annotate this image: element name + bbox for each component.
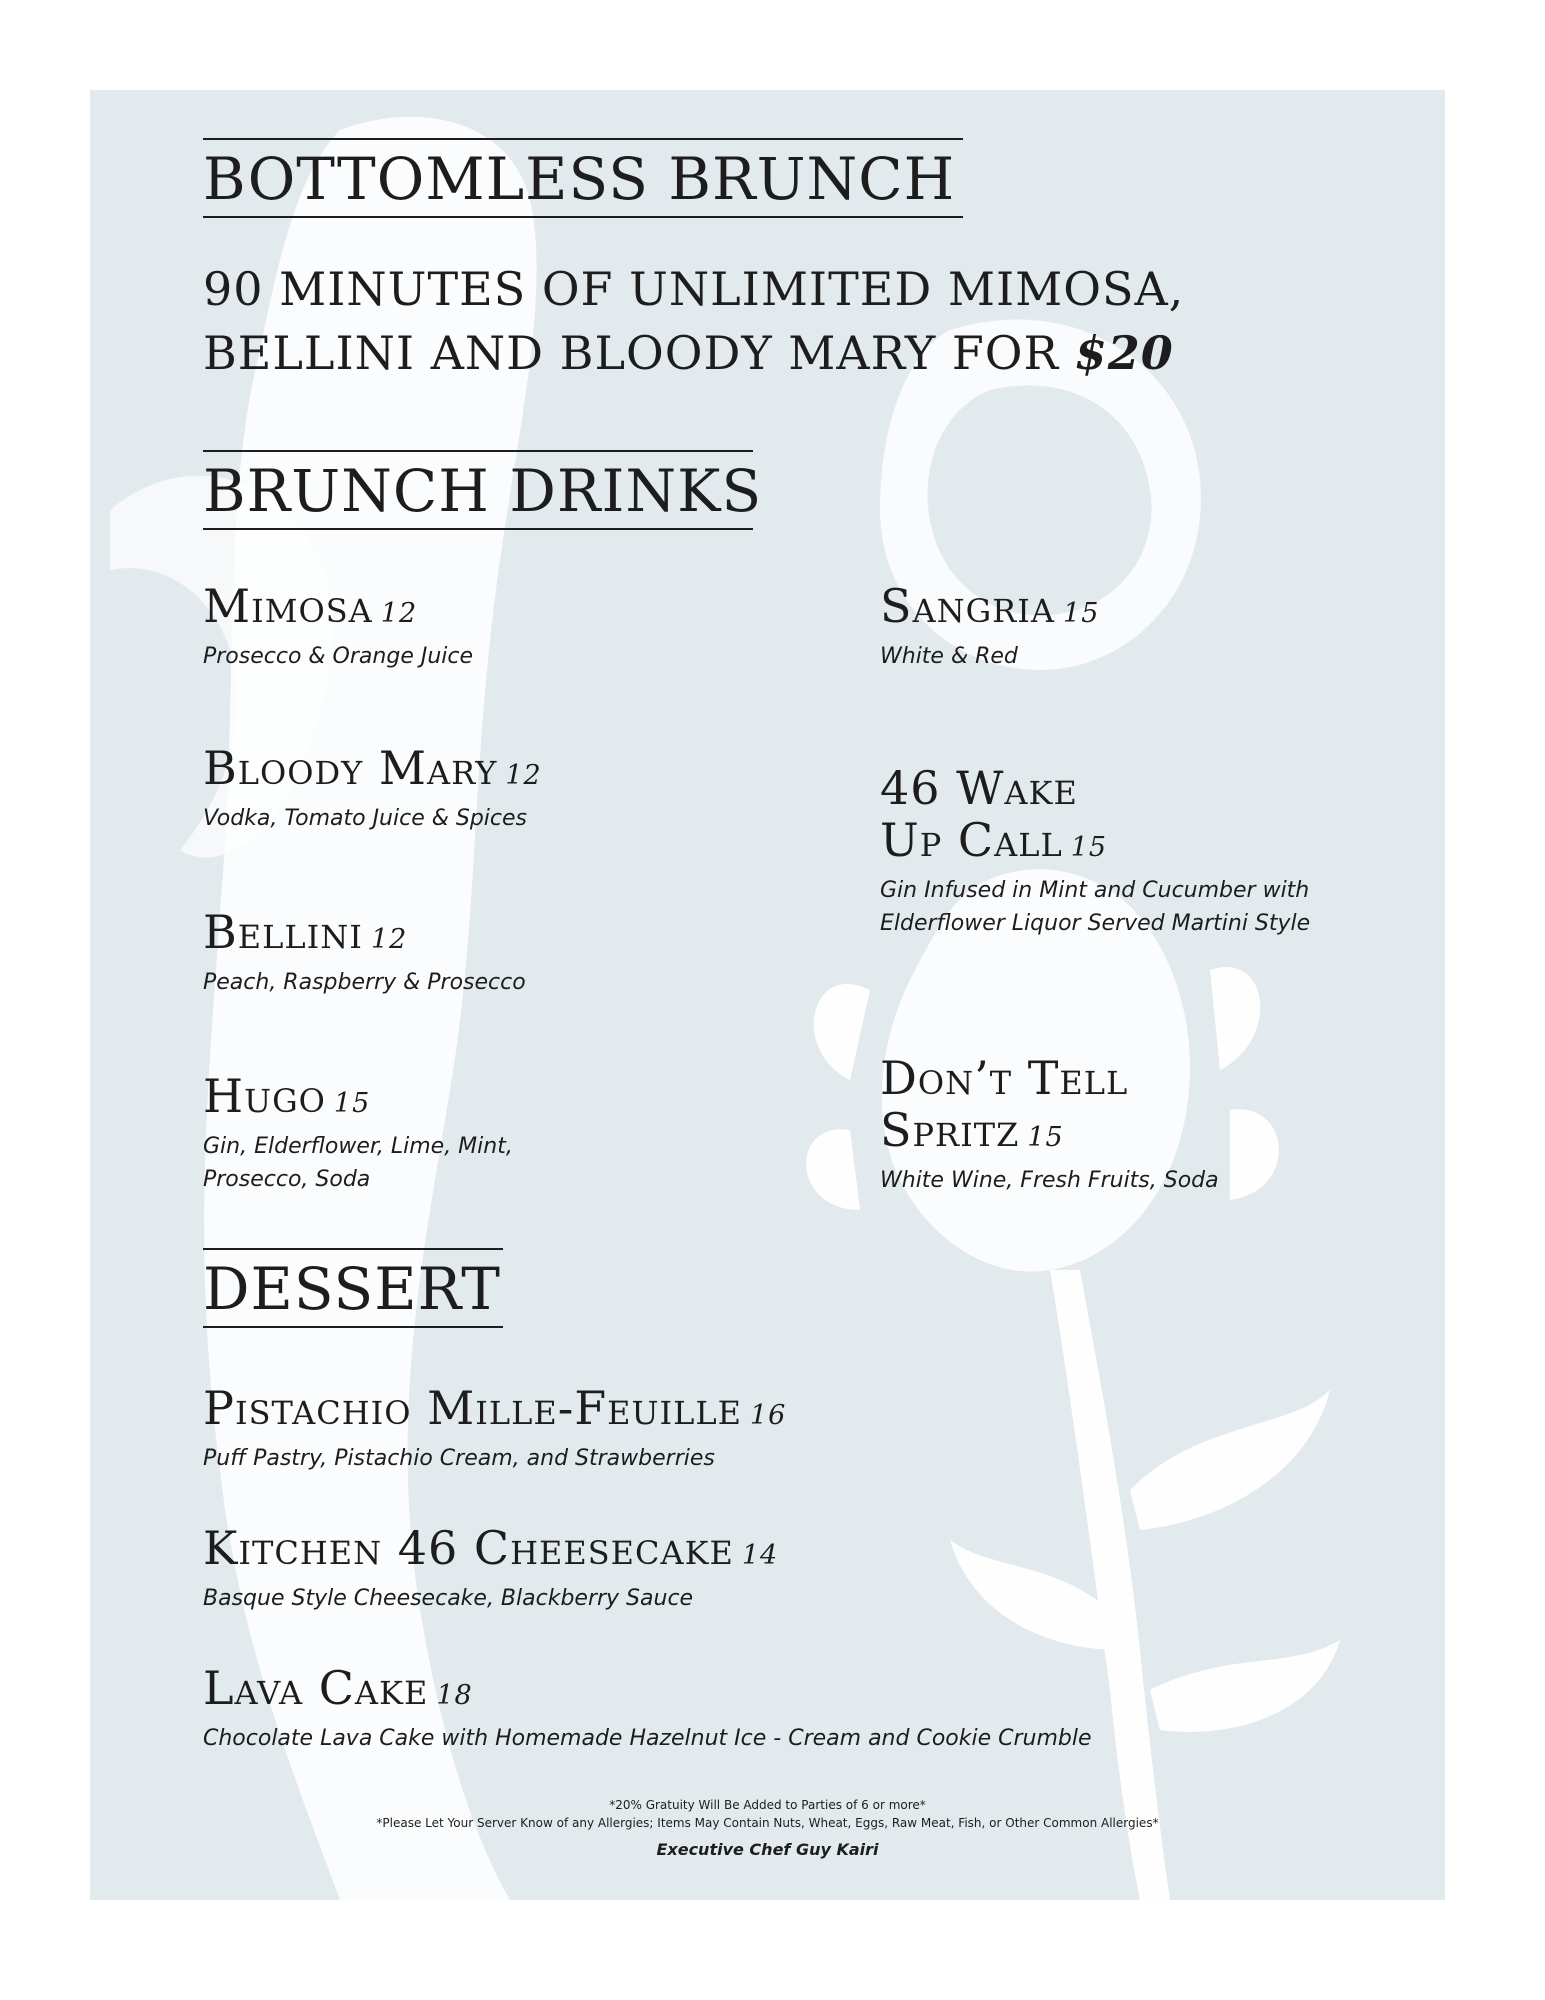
drink-item (203, 906, 526, 999)
dessert-name-text: Lava Cake (203, 1661, 429, 1715)
drink-price: 12 (370, 924, 408, 955)
drink-name (203, 1070, 513, 1130)
drink-name-line-2 (880, 1104, 1219, 1164)
drink-name-text: Mimosa (203, 579, 373, 633)
drink-price: 15 (1027, 1122, 1064, 1153)
drink-item (880, 762, 1310, 940)
footer (90, 1796, 1445, 1859)
drink-name-line-1: 46 Wake (880, 761, 1078, 815)
dessert-item (203, 1662, 1092, 1755)
drink-description-line-1: Gin Infused in Mint and Cucumber with (880, 878, 1310, 903)
drink-description-line-2: Elderflower Liquor Served Martini Style (880, 911, 1311, 936)
dessert-price: 14 (741, 1540, 779, 1571)
brunch-section-title: BOTTOMLESS BRUNCH (203, 138, 963, 218)
promo-line-1: 90 MINUTES OF UNLIMITED MIMOSA, (203, 262, 1185, 316)
drink-description: Peach, Raspberry & Prosecco (203, 970, 526, 995)
dessert-name (203, 1662, 1092, 1722)
dessert-section-title: DESSERT (203, 1248, 503, 1328)
drink-price: 15 (1070, 832, 1108, 863)
drink-name-text: Bellini (203, 905, 363, 959)
promo-line-2-text: BELLINI AND BLOODY MARY FOR (203, 326, 1075, 380)
promo-line-2 (203, 322, 1174, 384)
dessert-description: Basque Style Cheesecake, Blackberry Sauce (203, 1586, 694, 1611)
drink-name-text: Hugo (203, 1069, 326, 1123)
allergy-note: *Please Let Your Server Know of any Allergies; Items May Contain Nuts, Wheat, Eggs, Raw Meat, Fish, or Other Common Allergies* (376, 1816, 1159, 1830)
gratuity-note: *20% Gratuity Will Be Added to Parties of 6 or more* (609, 1798, 926, 1812)
drink-name-text: Sangria (880, 579, 1056, 633)
drink-name (203, 742, 542, 802)
drink-description-line-1: Gin, Elderflower, Lime, Mint, (203, 1134, 513, 1159)
dessert-name-text: Pistachio Mille-Feuille (203, 1381, 742, 1435)
drink-name (203, 906, 526, 966)
drink-name-line-2 (880, 814, 1310, 874)
drink-item (203, 742, 542, 835)
dessert-item (203, 1522, 778, 1615)
drink-item (203, 580, 473, 673)
drink-item (880, 580, 1099, 673)
dessert-name (203, 1522, 778, 1582)
drink-description: Prosecco & Orange Juice (203, 644, 474, 669)
menu-panel (90, 90, 1445, 1900)
drink-name-text: Spritz (880, 1103, 1020, 1157)
dessert-price: 16 (750, 1400, 787, 1431)
drink-price: 15 (1063, 598, 1100, 629)
promo-price: $20 (1074, 326, 1174, 380)
dessert-description: Chocolate Lava Cake with Homemade Hazelnut Ice - Cream and Cookie Crumble (203, 1726, 1092, 1751)
drink-price: 15 (333, 1088, 371, 1119)
drink-name-line-1: Don’t Tell (880, 1051, 1129, 1105)
dessert-description: Puff Pastry, Pistachio Cream, and Strawberries (203, 1446, 715, 1471)
drink-item (880, 1052, 1219, 1197)
drink-description-line-2: Prosecco, Soda (203, 1167, 371, 1192)
drink-name (203, 580, 473, 640)
dessert-item (203, 1382, 786, 1475)
drink-item (203, 1070, 513, 1196)
drinks-section-title: BRUNCH DRINKS (203, 450, 753, 530)
drink-price: 12 (380, 598, 418, 629)
chef-credit: Executive Chef Guy Kairi (656, 1840, 879, 1859)
drink-price: 12 (505, 760, 542, 791)
dessert-name-text: Kitchen 46 Cheesecake (203, 1521, 734, 1575)
drink-name (880, 580, 1099, 640)
drink-description: White Wine, Fresh Fruits, Soda (880, 1168, 1219, 1193)
drink-description: Vodka, Tomato Juice & Spices (203, 806, 528, 831)
dessert-name (203, 1382, 786, 1442)
drink-name-text: Bloody Mary (203, 741, 498, 795)
dessert-price: 18 (436, 1680, 473, 1711)
drink-description: White & Red (880, 644, 1018, 669)
drink-name-text: Up Call (880, 813, 1063, 867)
